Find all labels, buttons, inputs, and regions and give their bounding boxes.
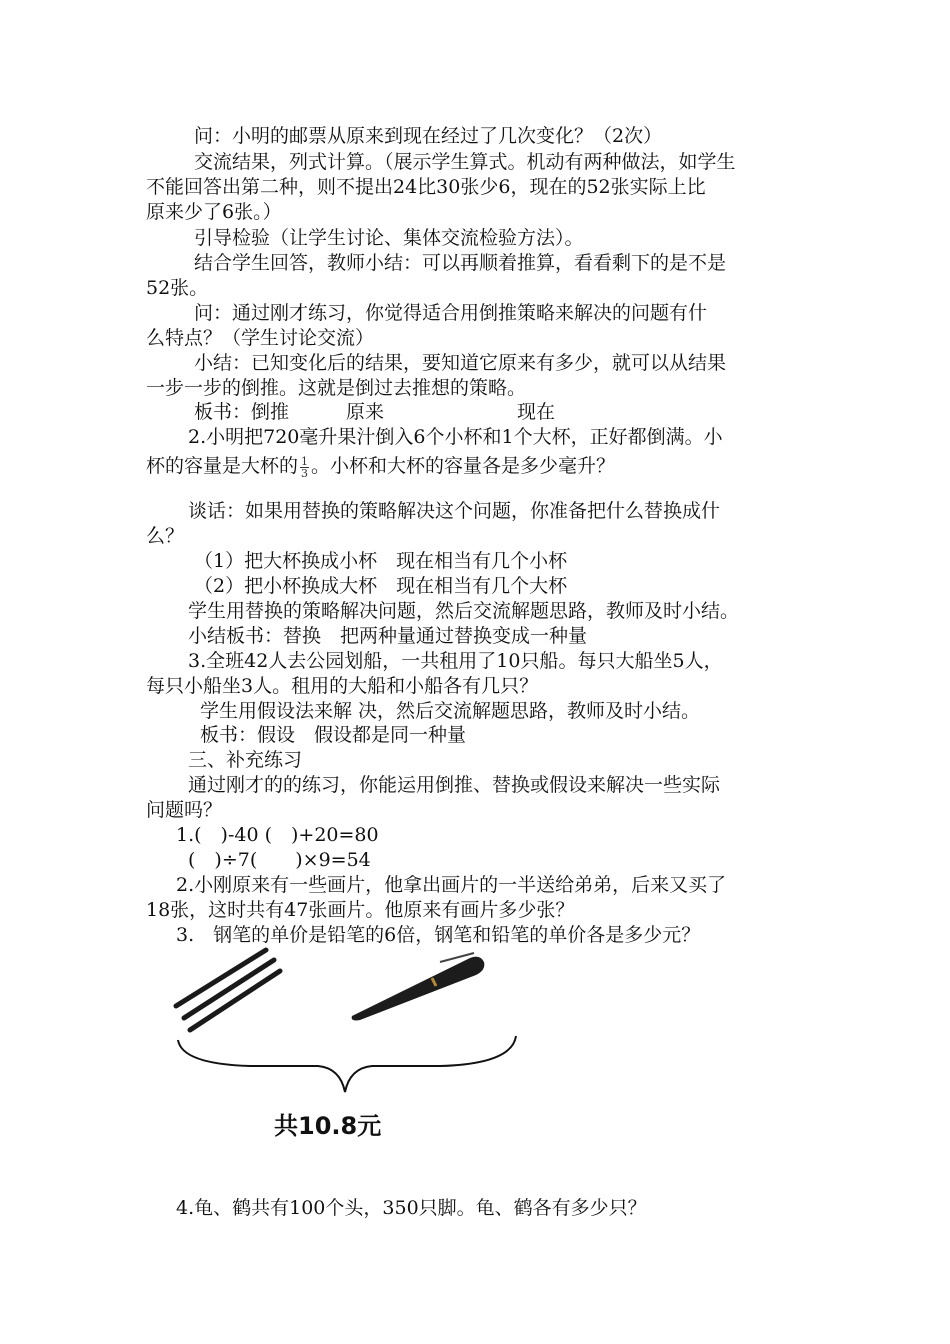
text-line: 3. 钢笔的单价是铅笔的6倍，钢笔和铅笔的单价各是多少元？ — [176, 924, 701, 946]
text-line: 3.全班42人去公园划船，一共租用了10只船。每只大船坐5人， — [188, 650, 723, 672]
fraction-numerator: 1 — [301, 454, 309, 468]
text-line: 学生用替换的策略解决问题，然后交流解题思路，教师及时小结。 — [188, 600, 740, 622]
fraction-denominator: 3 — [301, 466, 309, 480]
text-line: 18张，这时共有47张画片。他原来有画片多少张？ — [146, 899, 575, 921]
text-line: 一步一步的倒推。这就是倒过去推想的策略。 — [146, 377, 527, 399]
text-line: 不能回答出第二种，则不提出24比30张少6，现在的52张实际上比 — [146, 176, 706, 198]
text-line: 么特点？（学生讨论交流） — [146, 327, 375, 349]
pencil-icon — [176, 950, 280, 1030]
curly-brace — [178, 1036, 516, 1092]
text-line: 通过刚才的的练习，你能运用倒推、替换或假设来解决一些实际 — [188, 774, 721, 796]
text-line: 4.龟、鹤共有100个头，350只脚。龟、鹤各有多少只？ — [176, 1197, 647, 1219]
text-line: 板书：假设 假设都是同一种量 — [200, 724, 467, 746]
section-heading: 三、补充练习 — [188, 749, 303, 771]
text-line: 问题吗？ — [146, 799, 223, 821]
text-line: 结合学生回答，教师小结：可以再顺着推算，看看剩下的是不是 — [194, 252, 727, 274]
total-price-label: 共10.8元 — [274, 1112, 382, 1140]
text-line: （2）把小杯换成大杯 现在相当有几个大杯 — [194, 575, 568, 597]
fountain-pen-icon — [352, 953, 485, 1021]
text-line: 每只小船坐3人。租用的大船和小船各有几只？ — [146, 675, 539, 697]
text-line: 原来少了6张。） — [146, 201, 282, 223]
equation-line: ( )÷7( )×9=54 — [188, 849, 371, 871]
text-line: 谈话：如果用替换的策略解决这个问题，你准备把什么替换成什 — [188, 500, 721, 522]
text-line: 小结：已知变化后的结果，要知道它原来有多少，就可以从结果 — [194, 352, 727, 374]
text-line: 问：小明的邮票从原来到现在经过了几次变化？（2次） — [194, 125, 663, 147]
text-line: 引导检验（让学生讨论、集体交流检验方法）。 — [194, 227, 584, 249]
text-line: （1）把大杯换成小杯 现在相当有几个小杯 — [194, 550, 568, 572]
text-line: 52张。 — [146, 277, 209, 299]
text-line: 2.小明把720毫升果汁倒入6个小杯和1个大杯，正好都倒满。小 — [188, 426, 723, 448]
text-fragment: 。小杯和大杯的容量各是多少毫升？ — [311, 455, 616, 477]
text-line: 交流结果，列式计算。（展示学生算式。机动有两种做法，如学生 — [194, 151, 736, 173]
text-fragment: 杯的容量是大杯的 — [146, 455, 299, 477]
equation-line: 1.( )-40 ( )+20=80 — [176, 824, 379, 846]
text-line: 2.小刚原来有一些画片，他拿出画片的一半送给弟弟，后来又买了 — [176, 874, 727, 896]
text-line: 问：通过刚才练习，你觉得适合用倒推策略来解决的问题有什 — [194, 302, 708, 324]
text-line: 学生用假设法来解 决，然后交流解题思路，教师及时小结。 — [200, 700, 701, 722]
text-line: 小结板书：替换 把两种量通过替换变成一种量 — [188, 625, 588, 647]
text-line: 么？ — [146, 525, 185, 547]
text-line: 板书：倒推 原来 现在 — [194, 401, 556, 423]
